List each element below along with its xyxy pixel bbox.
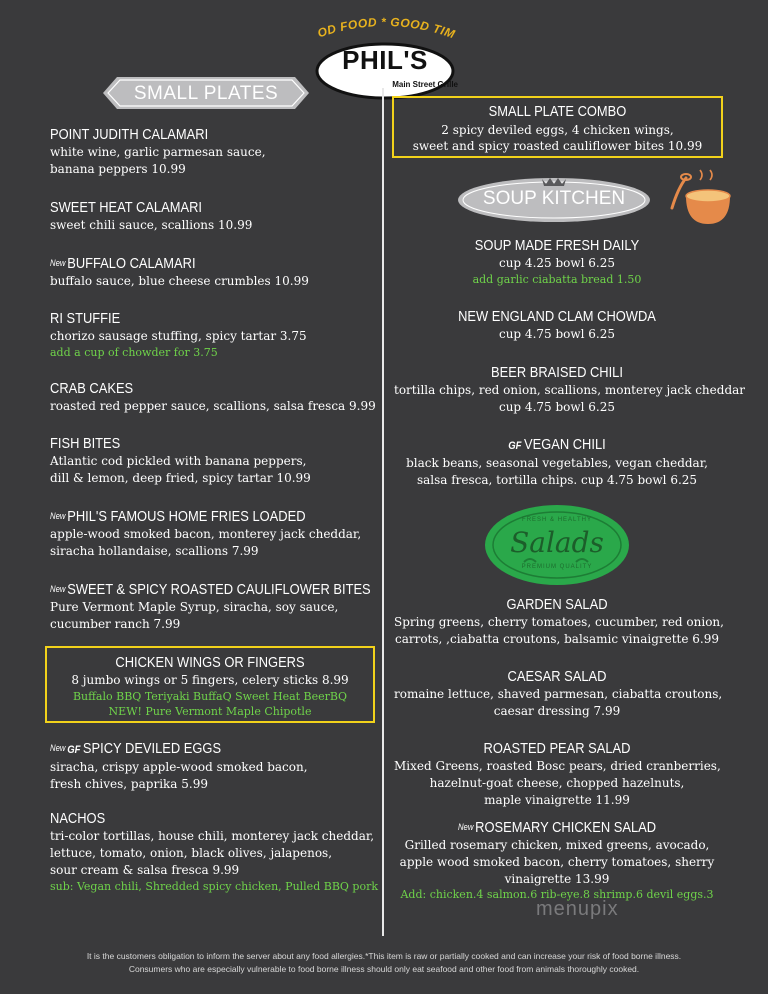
logo-subtitle: Main Street Grille xyxy=(392,80,458,89)
item-desc: banana peppers 10.99 xyxy=(50,162,186,176)
item-name-text: SWEET & SPICY ROASTED CAULIFLOWER BITES xyxy=(67,581,371,598)
item-name-text: BUFFALO CALAMARI xyxy=(67,255,196,272)
item-name: NEW ENGLAND CLAM CHOWDA xyxy=(458,308,656,325)
item-name-text: PHIL'S FAMOUS HOME FRIES LOADED xyxy=(67,508,306,525)
menu-item xyxy=(50,507,361,560)
item-desc: sweet chili sauce, scallions 10.99 xyxy=(50,218,253,232)
item-desc: Mixed Greens, roasted Bosc pears, dried cranberries, xyxy=(394,759,721,773)
salads-logo xyxy=(484,504,630,586)
item-addon: add a cup of chowder for 3.75 xyxy=(50,346,218,359)
item-desc: cup 4.25 bowl 6.25 xyxy=(498,256,616,270)
item-desc: hazelnut-goat cheese, chopped hazelnuts, xyxy=(429,776,685,790)
new-badge: New xyxy=(50,743,66,753)
item-desc: black beans, seasonal vegetables, vegan cheddar, xyxy=(406,456,708,470)
item-desc: cucumber ranch 7.99 xyxy=(50,617,181,631)
section-banner-soup-kitchen xyxy=(456,172,652,224)
item-desc: maple vinaigrette 11.99 xyxy=(484,793,630,807)
section-banner-small-plates xyxy=(103,77,309,109)
item-desc: vinaigrette 13.99 xyxy=(504,872,610,886)
menu-item xyxy=(394,818,720,888)
salads-logo-bottom: PREMIUM QUALITY xyxy=(521,564,593,570)
menu-item xyxy=(394,364,746,416)
item-name: NACHOS xyxy=(50,810,106,827)
footer-disclaimer-2: Consumers who are especially vulnerable to food borne illness should only eat seafood and other food from animals thoroughly cooked. xyxy=(128,964,640,974)
item-name: SWEET HEAT CALAMARI xyxy=(50,199,202,216)
item-name xyxy=(50,507,318,526)
item-desc: apple wood smoked bacon, cherry tomatoes, sherry xyxy=(399,855,715,869)
new-badge: New xyxy=(50,584,66,594)
menu-item xyxy=(50,254,309,290)
chicken-wings-box xyxy=(45,646,375,723)
menu-item xyxy=(394,740,720,809)
item-desc: 2 spicy deviled eggs, 4 chicken wings, xyxy=(441,123,674,137)
item-desc: tortilla chips, red onion, scallions, monterey jack cheddar xyxy=(394,383,746,397)
menu-item xyxy=(394,436,720,489)
soup-bowl-icon xyxy=(664,168,734,230)
gluten-free-badge: GF xyxy=(508,440,522,452)
menu-item xyxy=(50,126,266,178)
item-desc: salsa fresca, tortilla chips. cup 4.75 bowl 6.25 xyxy=(416,473,698,487)
item-desc: cup 4.75 bowl 6.25 xyxy=(498,327,616,341)
item-name: GARDEN SALAD xyxy=(506,596,608,613)
menu-item xyxy=(50,580,423,633)
item-name xyxy=(50,580,371,599)
menu-item xyxy=(394,668,723,720)
new-flavor: NEW! Pure Vermont Maple Chipotle xyxy=(108,705,312,718)
item-desc: 8 jumbo wings or 5 fingers, celery sticks 8.99 xyxy=(71,673,349,687)
menu-item xyxy=(394,596,724,648)
svg-text:GOOD FOOD * GOOD TIMES xyxy=(300,10,457,41)
item-addon: sub: Vegan chili, Shredded spicy chicken, Pulled BBQ pork xyxy=(50,880,379,893)
salads-logo-top: FRESH & HEALTHY xyxy=(522,517,592,523)
menu-item xyxy=(50,739,308,793)
item-name: SOUP MADE FRESH DAILY xyxy=(474,237,640,254)
soup-kitchen-title: SOUP KITCHEN xyxy=(482,188,626,209)
small-plates-title: SMALL PLATES xyxy=(133,83,279,104)
item-desc: lettuce, tomato, onion, black olives, jalapenos, xyxy=(50,846,333,860)
item-addon: add garlic ciabatta bread 1.50 xyxy=(472,273,642,286)
item-name: CAESAR SALAD xyxy=(507,668,607,685)
item-desc: Atlantic cod pickled with banana peppers, xyxy=(50,454,307,468)
item-desc: white wine, garlic parmesan sauce, xyxy=(50,145,266,159)
menu-item xyxy=(50,380,376,415)
item-desc: romaine lettuce, shaved parmesan, ciabatta croutons, xyxy=(394,687,723,701)
footer-disclaimer-1: It is the customers obligation to inform the server about any food allergies.*This item is raw or partially cooked and can increase your risk of food borne illness. xyxy=(86,951,682,961)
item-name xyxy=(417,818,697,837)
logo-tagline: OD FOOD * GOOD TIM xyxy=(315,14,457,42)
item-name: CRAB CAKES xyxy=(50,380,134,397)
item-name-text: SPICY DEVILED EGGS xyxy=(82,740,222,757)
new-badge: New xyxy=(50,511,66,521)
logo-name: PHIL'S xyxy=(342,45,428,75)
item-desc: chorizo sausage stuffing, spicy tartar 3.75 xyxy=(50,329,307,343)
menu-item xyxy=(50,810,378,894)
item-name: BEER BRAISED CHILI xyxy=(491,364,623,381)
item-desc: sweet and spicy roasted cauliflower bites 10.99 xyxy=(412,139,703,153)
item-name xyxy=(50,254,273,273)
item-name xyxy=(50,739,271,759)
salads-logo-word: Salads xyxy=(510,526,604,559)
item-name: ROASTED PEAR SALAD xyxy=(483,740,631,757)
new-badge: New xyxy=(50,258,66,268)
menu-item xyxy=(394,237,720,287)
menu-item xyxy=(50,310,307,360)
item-desc: fresh chives, paprika 5.99 xyxy=(50,777,208,791)
wing-flavors: Buffalo BBQ Teriyaki BuffaQ Sweet Heat BeerBQ xyxy=(72,690,348,703)
menu-item xyxy=(394,308,720,343)
item-name: SMALL PLATE COMBO xyxy=(488,103,627,120)
item-desc: sour cream & salsa fresca 9.99 xyxy=(50,863,240,877)
item-name-text: VEGAN CHILI xyxy=(523,436,606,453)
item-name: CHICKEN WINGS OR FINGERS xyxy=(115,654,305,671)
item-desc: Grilled rosemary chicken, mixed greens, avocado, xyxy=(404,838,710,852)
item-name xyxy=(417,436,697,455)
item-desc: siracha, crispy apple-wood smoked bacon, xyxy=(50,760,308,774)
menupix-watermark: menupix xyxy=(536,898,619,920)
item-desc: Pure Vermont Maple Syrup, siracha, soy sauce, xyxy=(50,600,339,614)
item-desc: dill & lemon, deep fried, spicy tartar 10.99 xyxy=(50,471,311,485)
gluten-free-badge: GF xyxy=(67,744,81,756)
item-name-text: ROSEMARY CHICKEN SALAD xyxy=(475,819,657,836)
item-desc: roasted red pepper sauce, scallions, salsa fresca 9.99 xyxy=(50,399,376,413)
item-desc: cup 4.75 bowl 6.25 xyxy=(498,400,616,414)
menu-item xyxy=(50,435,311,487)
column-divider xyxy=(382,88,384,936)
menu-item xyxy=(50,199,252,234)
item-desc: tri-color tortillas, house chili, monterey jack cheddar, xyxy=(50,829,375,843)
new-badge: New xyxy=(457,822,474,832)
item-desc: caesar dressing 7.99 xyxy=(493,704,621,718)
item-name: POINT JUDITH CALAMARI xyxy=(50,126,209,143)
item-desc: carrots, ,ciabatta croutons, balsamic vinaigrette 6.99 xyxy=(394,632,719,646)
item-desc: apple-wood smoked bacon, monterey jack cheddar, xyxy=(50,527,362,541)
small-plate-combo-box xyxy=(392,96,723,158)
salad-add-ons: Add: chicken.4 salmon.6 rib-eye.8 shrimp.6 devil eggs.3 xyxy=(400,888,714,901)
item-desc: buffalo sauce, blue cheese crumbles 10.99 xyxy=(50,274,309,288)
item-name: FISH BITES xyxy=(50,435,121,452)
item-desc: Spring greens, cherry tomatoes, cucumber, red onion, xyxy=(394,615,724,629)
item-desc: siracha hollandaise, scallions 7.99 xyxy=(50,544,259,558)
item-name: RI STUFFIE xyxy=(50,310,121,327)
